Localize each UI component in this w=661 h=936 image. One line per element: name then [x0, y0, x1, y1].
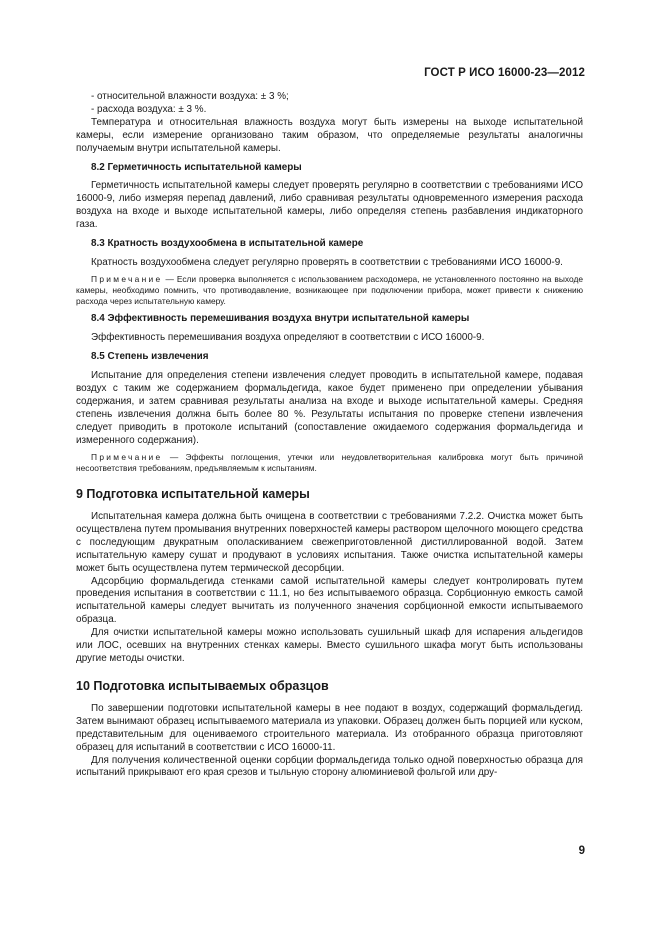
section-heading: 9 Подготовка испытательной камеры	[76, 487, 310, 502]
paragraph: Эффективность перемешивания воздуха определяют в соответствии с ИСО 16000-9.	[91, 332, 485, 344]
document-header: ГОСТ Р ИСО 16000-23—2012	[424, 67, 585, 79]
paragraph: - расхода воздуха: ± 3 %.	[91, 103, 207, 115]
page-content	[76, 91, 583, 780]
section-heading: 10 Подготовка испытываемых образцов	[76, 678, 329, 693]
note-text: — Эффекты поглощения, утечки или неудовлетворительная калибровка могут быть причиной несоответствия требованиям, предъявляемым к испытаниям.	[76, 451, 583, 473]
note	[76, 452, 583, 474]
subsection-heading: 8.5 Степень извлечения	[91, 351, 209, 363]
paragraph: Кратность воздухообмена следует регулярно проверять в соответствии с требованиями ИСО 16000-9.	[91, 256, 563, 268]
subsection-heading: 8.4 Эффективность перемешивания воздуха внутри испытательной камеры	[91, 313, 470, 325]
note	[76, 274, 583, 308]
paragraph: Для очистки испытательной камеры можно использовать сушильный шкаф для испарения альдегидов или ЛОС, осевших на внутренних стенках камеры. Вместо сушильного шкафа могут быть использованы другие методы очистки.	[76, 627, 583, 665]
note-label: Примечание	[91, 273, 163, 284]
paragraph: Адсорбцию формальдегида стенками самой испытательной камеры следует контролировать путем проведения испытания в соответствии с 11.1, но без испытываемого образца. Сорбционную емкость самой испытательной камеры следует вычитать из полученного значения сорбционной емкости испытываемого образца.	[76, 575, 583, 626]
note-text: — Если проверка выполняется с использованием расходомера, не установленного постоянно на выходе камеры, необходимо помнить, что противодавление, возникающее при подключении прибора, может привести к снижению расхода через испытательную камеру.	[76, 273, 583, 307]
paragraph: По завершении подготовки испытательной камеры в нее подают в воздух, содержащий формальдегид. Затем вынимают образец испытываемого материала из упаковки. Образец должен быть порцией или куском, представительным для оцениваемого строительного материала. Из отобранного образца приготовляют образец для испытаний в соответствии с ИСО 16000-11.	[76, 702, 583, 753]
paragraph: Испытательная камера должна быть очищена в соответствии с требованиями 7.2.2. Очистка может быть осуществлена путем промывания внутренних поверхностей камеры раствором щелочного моющего средства с последующим двукратным ополаскиванием свежеприготовленной дистиллированной водой. Затем испытательную камеру сушат и продувают в условиях испытания. Также очистка испытательной камеры может быть осуществлена путем термической десорбции.	[76, 511, 583, 574]
subsection-heading: 8.3 Кратность воздухообмена в испытательной камере	[91, 238, 364, 250]
paragraph: Для получения количественной оценки сорбции формальдегида только одной поверхностью образца для испытаний прикрывают его края срезов и тыльную сторону алюминиевой фольгой или дру-	[76, 754, 583, 779]
paragraph: Герметичность испытательной камеры следует проверять регулярно в соответствии с требованиями ИСО 16000-9, либо измеряя перепад давлений, либо сравнивая результаты одновременного измерения расхода воздуха на входе и выходе испытательной камеры, либо определяя степень разбавления индикаторного газа.	[76, 180, 583, 231]
paragraph: - относительной влажности воздуха: ± 3 %;	[91, 91, 289, 102]
paragraph: Температура и относительная влажность воздуха могут быть измерены на выходе испытательной камеры, если измерение организовано таким образом, что определяемые результаты аналогичны получаемым внутри испытательной камеры.	[76, 116, 583, 154]
subsection-heading: 8.2 Герметичность испытательной камеры	[91, 161, 302, 173]
page-number: 9	[578, 845, 585, 857]
note-label: Примечание	[91, 451, 163, 462]
paragraph: Испытание для определения степени извлечения следует проводить в испытательной камере, подавая воздух с таким же содержанием формальдегида, какое будет применено при определении убывания содержания, и затем сравнивая результаты анализа на входе и выходе испытательной камеры. Средняя степень извлечения должна быть более 80 %. Результаты испытания по проверке степени извлечения следует приводить в протоколе испытаний (сопоставление ожидаемого содержания формальдегида и измеренного содержания).	[76, 370, 583, 446]
